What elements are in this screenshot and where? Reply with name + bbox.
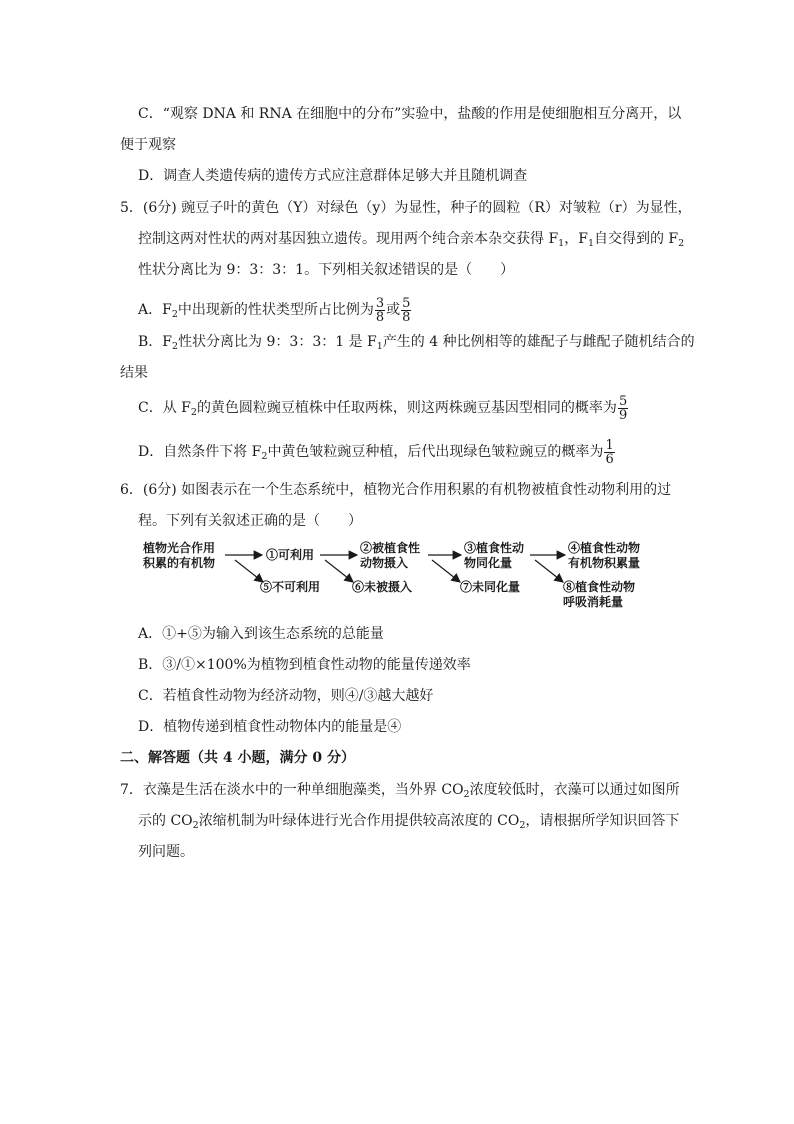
- section-heading: 二、解答题（共 4 小题，满分 0 分）: [120, 750, 355, 766]
- q4-option-c-line1: C．“观察 DNA 和 RNA 在细胞中的分布”实验中，盐酸的作用是使细胞相互分离开，以: [138, 106, 682, 122]
- denominator: 8: [375, 309, 385, 325]
- node2-line2: 动物摄入: [360, 556, 409, 570]
- subscript: 2: [463, 789, 470, 800]
- q7-line2-b: 浓缩机制为叶绿体进行光合作用提供较高浓度的 CO: [198, 813, 520, 829]
- q5-stem-line3: 性状分离比为 9：3：3：1。下列相关叙述错误的是（ ）: [138, 262, 515, 278]
- q5-b-pre: B．F: [138, 334, 173, 350]
- q5-a-or: 或: [386, 302, 401, 318]
- q7-line2-a: 示的 CO: [138, 813, 193, 829]
- q7-line1-a: 7．衣藻是生活在淡水中的一种单细胞藻类，当外界 CO: [120, 782, 464, 798]
- q5-d-text: 中黄色皱粒豌豆种植，后代出现绿色皱粒豌豆的概率为: [267, 444, 604, 460]
- node8-line2: 呼吸消耗量: [563, 595, 624, 609]
- diagram-node-4: [568, 541, 640, 571]
- q4-option-d: D．调查人类遗传病的遗传方式应注意群体足够大并且随机调查: [138, 168, 528, 184]
- diagram-node-8: [563, 580, 635, 610]
- q6-option-a: A．①+⑤为输入到该生态系统的总能量: [138, 626, 384, 642]
- q5-stem-line1: 5．(6分) 豌豆子叶的黄色（Y）对绿色（y）为显性，种子的圆粒（R）对皱粒（r）为显性，: [120, 200, 692, 216]
- subscript: 2: [192, 820, 199, 831]
- q6-option-c: C．若植食性动物为经济动物，则④/③越大越好: [138, 688, 434, 704]
- q5-a-text: 中出现新的性状类型所占比例为: [177, 302, 374, 318]
- subscript: 2: [190, 407, 197, 418]
- q7-line1: [120, 780, 680, 805]
- arrow-1-to-6: [325, 560, 353, 582]
- arrow-3-to-8: [535, 560, 563, 582]
- denominator: 9: [618, 407, 628, 423]
- numerator: 5: [618, 393, 628, 409]
- subscript: 2: [171, 309, 178, 320]
- q5-option-b-line2: 结果: [120, 365, 148, 381]
- node2-line1: ②被植食性: [360, 541, 421, 555]
- q5-d-pre: D．自然条件下将 F: [138, 444, 262, 460]
- q6-stem-line1: 6．(6分) 如图表示在一个生态系统中，植物光合作用积累的有机物被植食性动物利用的过: [120, 482, 672, 498]
- source-line2: 积累的有机物: [143, 556, 216, 570]
- subscript: 1: [587, 238, 594, 249]
- q5-c-pre: C．从 F: [138, 400, 191, 416]
- arrow-source-to-5: [235, 560, 263, 582]
- denominator: 6: [605, 451, 614, 467]
- denominator: 8: [402, 309, 411, 325]
- q7-line1-b: 浓度较低时，衣藻可以通过如图所: [469, 782, 680, 798]
- subscript: 2: [261, 451, 268, 462]
- arrow-2-to-7: [432, 560, 460, 582]
- numerator: 5: [402, 295, 411, 311]
- node3-line1: ③植食性动: [464, 541, 525, 555]
- subscript: 2: [519, 820, 526, 831]
- q6-option-b: B．③/①×100%为植物到植食性动物的能量传递效率: [138, 657, 471, 673]
- q4-option-c-line2: 便于观察: [120, 137, 176, 153]
- diagram-node-6: ⑥未被摄入: [352, 580, 413, 594]
- diagram-node-2: [360, 541, 420, 571]
- numerator: 1: [605, 437, 614, 453]
- q6-stem-line2: 程。下列有关叙述正确的是（ ）: [138, 513, 362, 529]
- diagram-node-5: ⑤不可利用: [260, 580, 321, 594]
- subscript: 2: [172, 341, 179, 352]
- diagram-node-3: [464, 541, 524, 571]
- q5-b-end: 产生的 4 种比例相等的雄配子与雌配子随机结合的: [382, 334, 695, 350]
- node3-line2: 物同化量: [464, 556, 513, 570]
- numerator: 3: [375, 295, 385, 311]
- source-line1: 植物光合作用: [143, 541, 216, 555]
- q6-option-d: D．植物传递到植食性动物体内的能量是④: [138, 719, 402, 735]
- node8-line1: ⑧植食性动物: [563, 580, 636, 594]
- q5-b-mid: 性状分离比为 9：3：3：1 是 F: [178, 334, 377, 350]
- q5-stem2-c: 自交得到的 F: [593, 231, 679, 247]
- subscript: 1: [558, 238, 565, 249]
- diagram-node-1: ①可利用: [266, 548, 315, 562]
- q5-c-text: 的黄色圆粒豌豆植株中任取两株，则这两株豌豆基因型相同的概率为: [196, 400, 617, 416]
- node4-line2: 有机物积累量: [568, 556, 641, 570]
- q7-line3: 列问题。: [138, 844, 194, 860]
- subscript: 1: [376, 341, 383, 352]
- q7-line2: [138, 811, 679, 836]
- q5-a-pre: A．F: [138, 302, 172, 318]
- subscript: 2: [678, 238, 685, 249]
- diagram-node-7: ⑦未同化量: [460, 580, 521, 594]
- q5-stem2-a: 控制这两对性状的两对基因独立遗传。现用两个纯合亲本杂交获得 F: [138, 231, 559, 247]
- diagram-source-node: [143, 541, 215, 571]
- q7-line2-c: ，请根据所学知识回答下: [525, 813, 680, 829]
- node4-line1: ④植食性动物: [568, 541, 641, 555]
- q5-stem2-b: ，F: [564, 231, 588, 247]
